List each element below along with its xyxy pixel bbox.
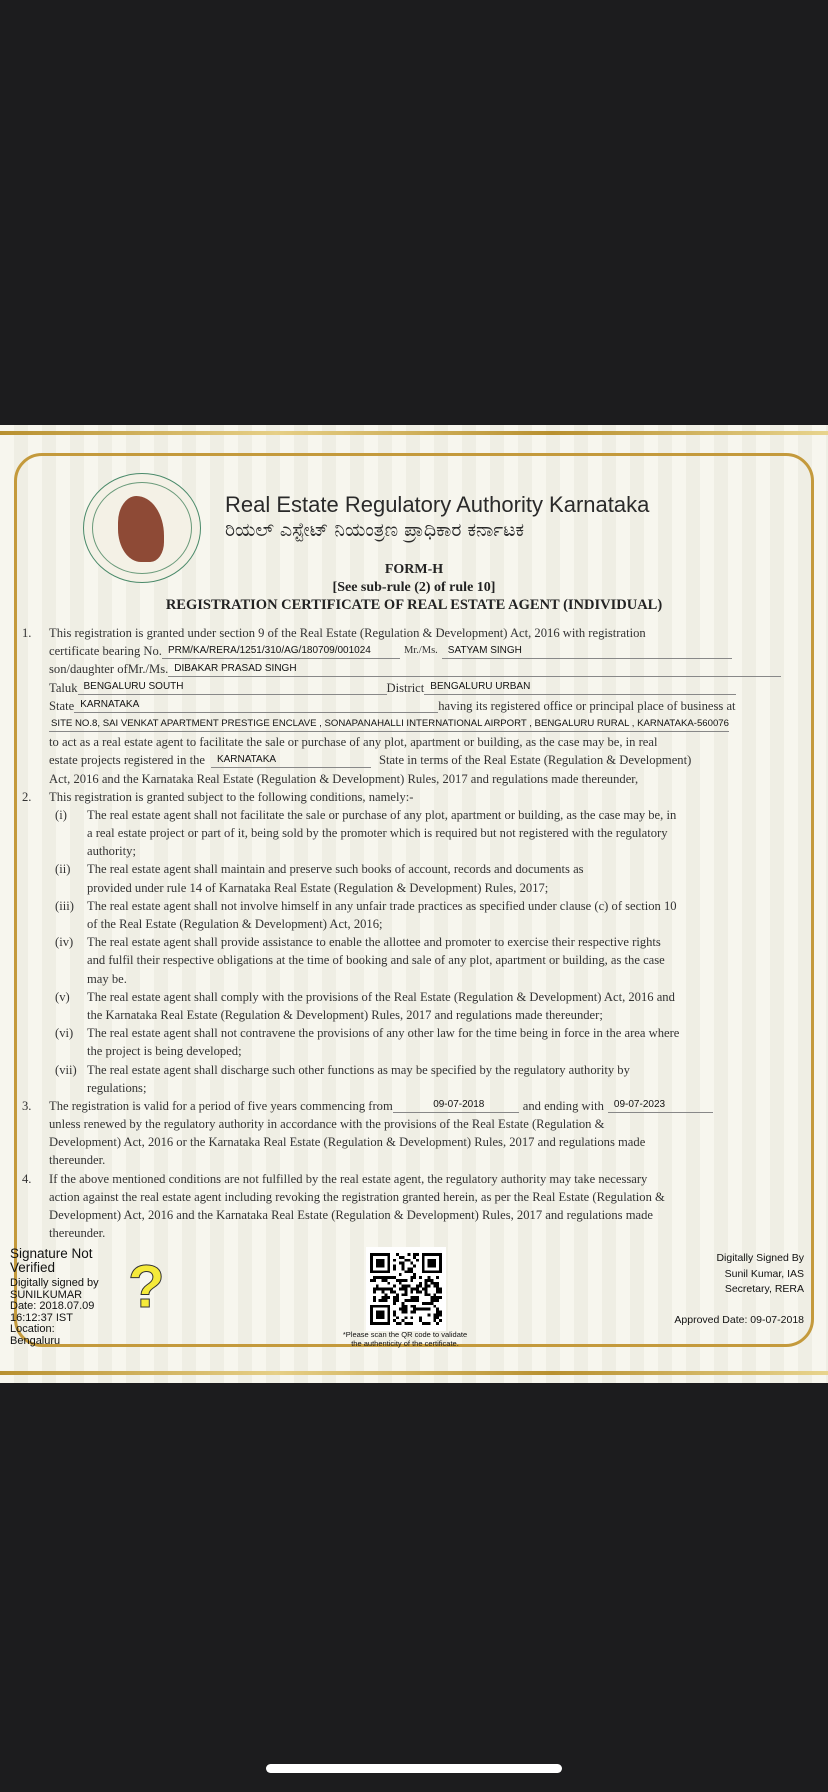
text: having its registered office or principal place of business at [438, 698, 736, 713]
text: a real estate project or part of it, being sold by the promoter which is required but not registered with the regulatory [87, 826, 668, 841]
text: The registration is valid for a period of five years commencing from [49, 1098, 393, 1113]
text: provided under rule 14 of Karnataka Real Estate (Regulation & Development) Rules, 2017; [87, 880, 549, 895]
form-label: FORM-H [384, 562, 444, 577]
condition-line [22, 951, 802, 969]
condition-line [22, 879, 802, 897]
condition-line [22, 933, 802, 951]
text: Development) Act, 2016 or the Karnataka Real Estate (Regulation & Development) Rules, 2017 and regulations made [49, 1135, 646, 1150]
condition-num: (ii) [55, 862, 71, 877]
clause-num: 3. [22, 1098, 32, 1113]
text: Secretary, RERA [724, 1283, 804, 1295]
text: to act as a real estate agent to facilitate the sale or purchase of any plot, apartment or building, as the case may be, in real [49, 735, 658, 750]
subrule: [See sub-rule (2) of rule 10] [332, 580, 496, 595]
condition-line [22, 1024, 802, 1042]
certificate [0, 425, 828, 1383]
text: This registration is granted subject to the following conditions, namely:- [49, 789, 414, 804]
condition-num: (iv) [55, 935, 74, 950]
text: Sunil Kumar, IAS [724, 1267, 804, 1280]
condition-line [22, 970, 802, 988]
text: District [386, 680, 425, 695]
taluk: BENGALURU SOUTH [78, 680, 387, 695]
text: may be. [87, 971, 127, 986]
text: certificate bearing No. [49, 644, 162, 659]
text: regulations; [87, 1080, 147, 1095]
text: thereunder. [49, 1153, 106, 1168]
text: the authenticity of the certificate. [351, 1338, 459, 1348]
condition-line [22, 1061, 802, 1079]
signature-unverified-icon: ? [128, 1253, 165, 1320]
sig-status: Signature Not [10, 1246, 93, 1261]
condition-line [22, 915, 802, 933]
condition-num: (vii) [55, 1062, 77, 1077]
text: The real estate agent shall not contravene the provisions of any other law for the time being in force in the area where [87, 1026, 680, 1041]
condition-line [22, 842, 802, 860]
digital-signature-block[interactable] [10, 1247, 99, 1347]
sig-status: Verified [10, 1260, 56, 1275]
clause-num: 2. [22, 789, 32, 804]
sig-line: 16:12:37 IST [10, 1311, 73, 1324]
text: State in terms of the Real Estate (Regulation & Development) [378, 753, 692, 768]
org-name-kn: ರಿಯಲ್ ಎಸ್ಟೇಟ್ ನಿಯಂತ್ರಣ ಪ್ರಾಧಿಕಾರ ಕರ್ನಾಟಕ [225, 519, 525, 541]
text: the project is being developed; [87, 1044, 242, 1059]
text: This registration is granted under section 9 of the Real Estate (Regulation & Development) Act, 2016 with registration [49, 626, 646, 640]
agent-name: SATYAM SINGH [442, 644, 732, 659]
reg-number: PRM/KA/RERA/1251/310/AG/180709/001024 [162, 644, 400, 659]
text: Digitally Signed By [716, 1252, 804, 1264]
text: Taluk [49, 680, 78, 695]
text: unless renewed by the regulatory authority in accordance with the provisions of the Real Estate (Regulation & [49, 1117, 605, 1132]
certificate-body [22, 624, 802, 1242]
text: *Please scan the QR code to validate [342, 1330, 468, 1339]
condition-line [22, 1079, 802, 1097]
condition-line [22, 806, 802, 824]
qr-code[interactable] [366, 1247, 446, 1331]
text: authority; [87, 844, 136, 859]
sig-line: Location: [10, 1323, 55, 1335]
text: action against the real estate agent including revoking the registration granted herein, as per the Real Estate (Regulation & [49, 1189, 665, 1204]
text: If the above mentioned conditions are not fulfilled by the real estate agent, the regulatory authority may take necessary [49, 1171, 648, 1186]
text: the Karnataka Real Estate (Regulation & Development) Rules, 2017 and regulations made thereunder; [87, 1007, 603, 1022]
valid-until: 09-07-2023 [608, 1098, 713, 1113]
condition-num: (vi) [55, 1026, 74, 1041]
text: thereunder. [49, 1226, 106, 1241]
valid-from: 09-07-2018 [393, 1098, 519, 1113]
condition-line [22, 860, 802, 878]
text: and fulfil their respective obligations at the time of booking and sale of any plot, apartment or building, as the case [87, 953, 665, 968]
condition-line [22, 824, 802, 842]
org-name-en: Real Estate Regulatory Authority Karnataka [225, 492, 650, 517]
text: The real estate agent shall discharge such other functions as may be specified by the regulatory authority by [87, 1062, 630, 1077]
sig-line: Bengaluru [10, 1334, 61, 1347]
sig-line: SUNILKUMAR [10, 1288, 83, 1301]
gold-border-top [0, 431, 828, 435]
condition-line [22, 1042, 802, 1060]
qr-note [320, 1331, 490, 1348]
conditions-list [22, 806, 802, 1097]
approved-date: Approved Date: 09-07-2018 [674, 1313, 804, 1326]
text: Mr./Ms. [403, 645, 438, 657]
text: and ending with [522, 1098, 604, 1113]
text: son/daughter ofMr./Ms. [49, 662, 169, 677]
condition-line [22, 1006, 802, 1024]
text: The real estate agent shall not facilitate the sale or purchase of any plot, apartment or building, as the case may be, in [87, 807, 677, 822]
sig-line: Date: 2018.07.09 [10, 1300, 95, 1312]
text: The real estate agent shall provide assistance to enable the allottee and promoter to exercise their respective rights [87, 935, 661, 950]
gold-border-bottom [0, 1371, 828, 1375]
condition-line [22, 897, 802, 915]
registered-state: KARNATAKA [211, 753, 371, 768]
home-indicator[interactable] [266, 1764, 562, 1773]
text: Act, 2016 and the Karnataka Real Estate (Regulation & Development) Rules, 2017 and regulations made thereunder, [49, 771, 639, 786]
clause-num: 4. [22, 1171, 32, 1186]
condition-line [22, 988, 802, 1006]
condition-num: (i) [55, 807, 67, 822]
signed-by-block [674, 1251, 804, 1328]
clause-num: 1. [22, 626, 32, 640]
address: SITE NO.8, SAI VENKAT APARTMENT PRESTIGE ENCLAVE , SONAPANAHALLI INTERNATIONAL AIRPORT , BENGALURU RURAL , KARNATAKA-560076 [49, 717, 729, 732]
condition-num: (iii) [55, 898, 74, 913]
text: The real estate agent shall not involve himself in any unfair trade practices as specified under clause (c) of section 10 [87, 898, 677, 913]
state: KARNATAKA [74, 698, 438, 713]
text: State [49, 698, 75, 713]
text: The real estate agent shall maintain and preserve such books of account, records and documents as [87, 862, 584, 877]
text: The real estate agent shall comply with the provisions of the Real Estate (Regulation & Development) Act, 2016 and [87, 989, 675, 1004]
parent-name: DIBAKAR PRASAD SINGH [168, 662, 781, 677]
certificate-title: REGISTRATION CERTIFICATE OF REAL ESTATE AGENT (INDIVIDUAL) [165, 597, 663, 613]
condition-num: (v) [55, 989, 70, 1004]
text: of the Real Estate (Regulation & Development) Act, 2016; [87, 917, 383, 931]
district: BENGALURU URBAN [424, 680, 736, 695]
text: estate projects registered in the [49, 753, 205, 768]
text: Development) Act, 2016 and the Karnataka Real Estate (Regulation & Development) Rules, 2017 and regulations made [49, 1208, 653, 1222]
sig-line: Digitally signed by [10, 1277, 99, 1289]
